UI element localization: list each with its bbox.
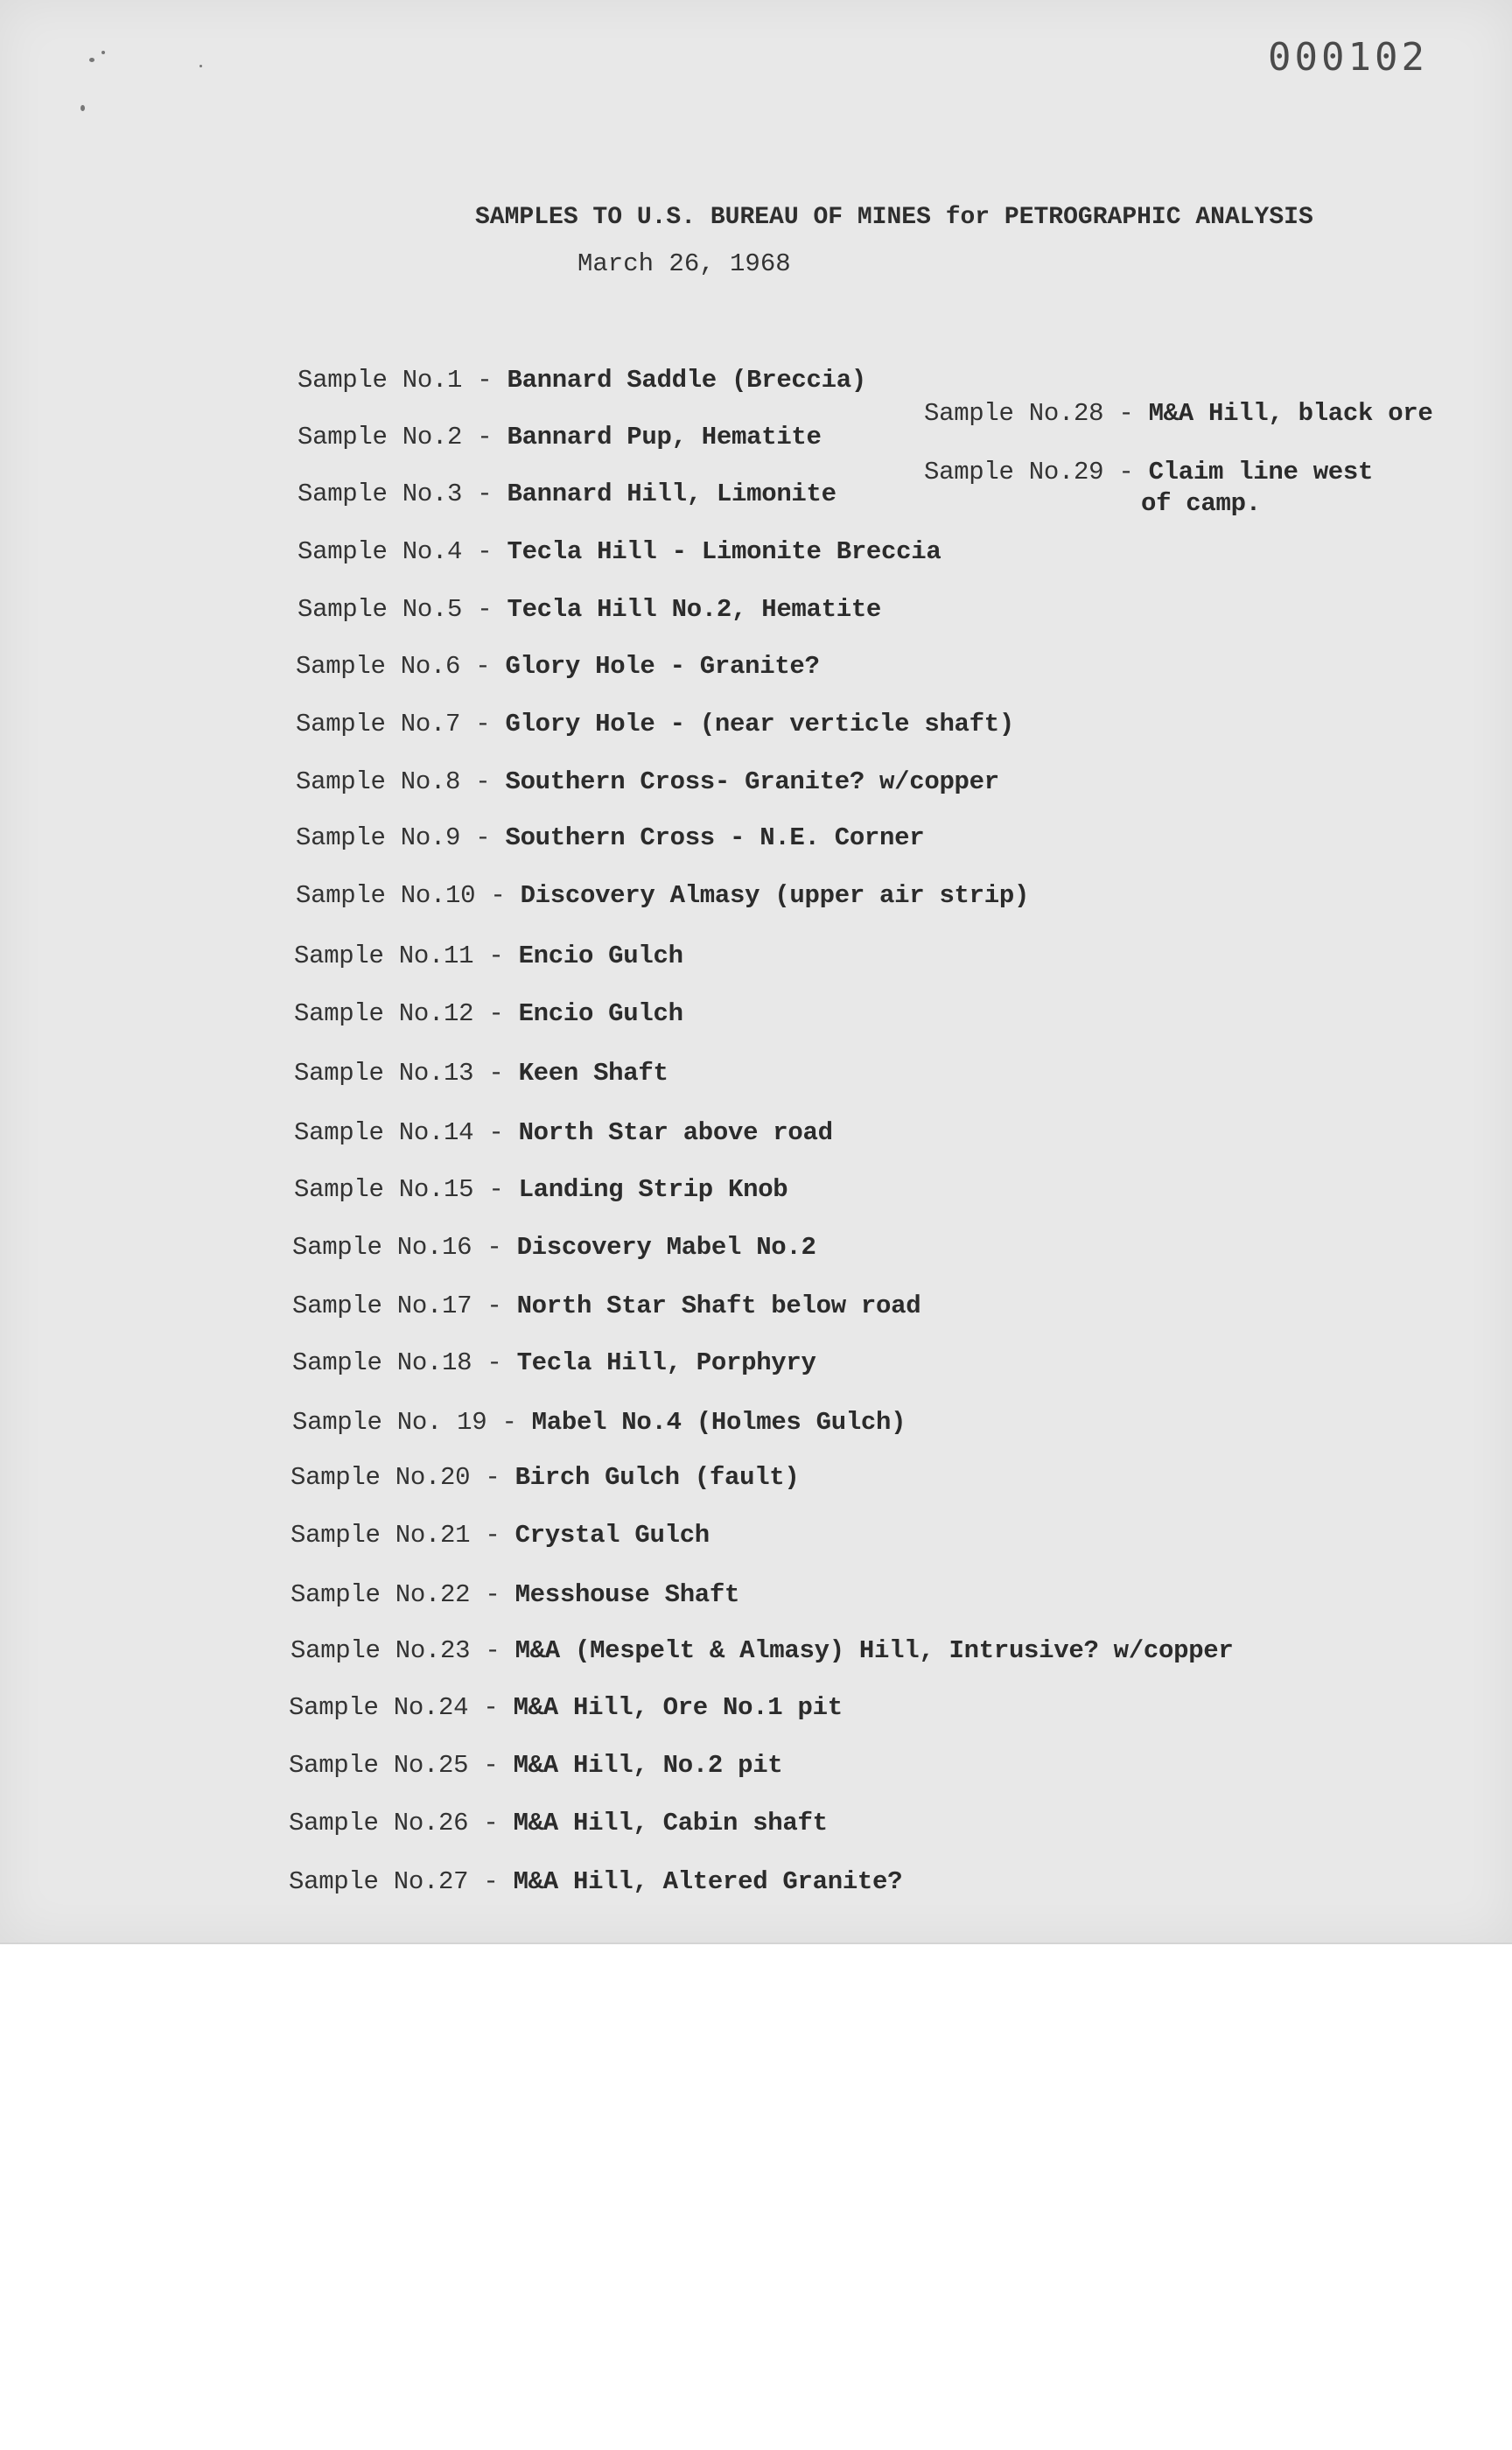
sample-separator: - [475, 767, 491, 796]
sample-description: M&A Hill, Altered Granite? [513, 1867, 903, 1896]
sample-description: Bannard Pup, Hematite [507, 423, 822, 452]
sample-item [296, 881, 1029, 910]
sample-label: Sample No.18 [292, 1348, 472, 1377]
sample-label: Sample No.23 [290, 1636, 471, 1665]
sample-label: Sample No.21 [290, 1521, 471, 1550]
sample-separator: - [483, 1751, 499, 1780]
document-date: March 26, 1968 [578, 249, 791, 278]
sample-item [296, 652, 820, 681]
sample-label: Sample No.7 [296, 710, 461, 738]
sample-item [290, 1521, 710, 1550]
sample-item [294, 1118, 833, 1147]
sample-separator: - [475, 823, 491, 852]
sample-item [296, 710, 1014, 738]
sample-separator: - [483, 1867, 499, 1896]
sample-separator: - [483, 1809, 499, 1838]
document-title: SAMPLES TO U.S. BUREAU OF MINES for PETROGRAPHIC ANALYSIS [475, 204, 1313, 231]
sample-description: Messhouse Shaft [514, 1580, 740, 1609]
sample-description: M&A (Mespelt & Almasy) Hill, Intrusive? w/copper [514, 1636, 1234, 1665]
sample-item [292, 1233, 816, 1262]
sample-description: Southern Cross- Granite? w/copper [505, 767, 999, 796]
sample-separator: - [485, 1521, 500, 1550]
sample-separator: - [483, 1693, 499, 1722]
sample-separator: - [490, 881, 506, 910]
sample-separator: - [488, 942, 504, 970]
sample-item [298, 366, 866, 395]
sample-description: M&A Hill, black ore [1148, 399, 1433, 428]
sample-label: Sample No.27 [289, 1867, 469, 1896]
sample-description: M&A Hill, No.2 pit [513, 1751, 783, 1780]
sample-separator: - [486, 1292, 502, 1320]
side-sample-item [924, 457, 1373, 520]
sample-item [289, 1809, 828, 1838]
sample-item [292, 1408, 906, 1437]
sample-separator: - [1118, 458, 1134, 486]
sample-description: Keen Shaft [518, 1059, 668, 1088]
sample-label: Sample No.3 [298, 480, 463, 508]
sample-label: Sample No.5 [298, 595, 463, 624]
sample-label: Sample No.14 [294, 1118, 474, 1147]
sample-label: Sample No.22 [290, 1580, 471, 1609]
sample-item [290, 1580, 739, 1609]
sample-item [289, 1867, 902, 1896]
sample-description: M&A Hill, Cabin shaft [513, 1809, 828, 1838]
sample-description: Tecla Hill No.2, Hematite [507, 595, 882, 624]
ink-speck [80, 105, 85, 111]
sample-description: Crystal Gulch [514, 1521, 710, 1550]
sample-description: Birch Gulch (fault) [514, 1463, 800, 1492]
sample-separator: - [477, 480, 493, 508]
sample-item [292, 1292, 920, 1320]
sample-item [294, 942, 683, 970]
sample-item [289, 1751, 782, 1780]
paper-edge [0, 1942, 1512, 1944]
sample-separator: - [488, 1059, 504, 1088]
sample-item [298, 595, 881, 624]
sample-description: North Star above road [518, 1118, 833, 1147]
sample-description: Tecla Hill, Porphyry [516, 1348, 816, 1377]
sample-description: Discovery Almasy (upper air strip) [520, 881, 1030, 910]
sample-description: Glory Hole - (near verticle shaft) [505, 710, 1014, 738]
sample-label: Sample No.11 [294, 942, 474, 970]
sample-label: Sample No.25 [289, 1751, 469, 1780]
sample-item [294, 1175, 788, 1204]
sample-separator: - [485, 1463, 500, 1492]
sample-label: Sample No.20 [290, 1463, 471, 1492]
sample-label: Sample No.10 [296, 881, 476, 910]
sample-separator: - [477, 366, 493, 395]
sample-label: Sample No. 19 [292, 1408, 487, 1437]
sample-separator: - [486, 1233, 502, 1262]
sample-description-continued: of camp. [1141, 489, 1261, 518]
sample-label: Sample No.9 [296, 823, 461, 852]
sample-separator: - [477, 423, 493, 452]
sample-item [298, 423, 822, 452]
sample-description: Glory Hole - Granite? [505, 652, 820, 681]
sample-label: Sample No.28 [924, 399, 1104, 428]
sample-description: M&A Hill, Ore No.1 pit [513, 1693, 843, 1722]
sample-label: Sample No.29 [924, 458, 1104, 486]
sample-description: Southern Cross - N.E. Corner [505, 823, 925, 852]
sample-item [298, 480, 836, 508]
sample-label: Sample No.15 [294, 1175, 474, 1204]
sample-item [289, 1693, 843, 1722]
sample-separator: - [485, 1636, 500, 1665]
sample-separator: - [488, 1175, 504, 1204]
sample-item [290, 1636, 1234, 1665]
sample-item [296, 767, 999, 796]
sample-separator: - [475, 710, 491, 738]
sample-label: Sample No.8 [296, 767, 461, 796]
side-sample-item [924, 398, 1433, 430]
sample-separator: - [488, 999, 504, 1028]
sample-separator: - [475, 652, 491, 681]
sample-description: Encio Gulch [518, 942, 683, 970]
sample-separator: - [485, 1580, 500, 1609]
sample-separator: - [477, 537, 493, 566]
sample-description: Claim line west [1148, 458, 1374, 486]
sample-description: Mabel No.4 (Holmes Gulch) [531, 1408, 906, 1437]
sample-label: Sample No.24 [289, 1693, 469, 1722]
sample-description: Bannard Saddle (Breccia) [507, 366, 866, 395]
sample-label: Sample No.4 [298, 537, 463, 566]
sample-label: Sample No.16 [292, 1233, 472, 1262]
sample-item [296, 823, 924, 852]
sample-description: Bannard Hill, Limonite [507, 480, 836, 508]
ink-speck [200, 65, 202, 67]
sample-separator: - [1118, 399, 1134, 428]
sample-label: Sample No.12 [294, 999, 474, 1028]
sample-separator: - [501, 1408, 517, 1437]
sample-item [294, 999, 683, 1028]
sample-separator: - [477, 595, 493, 624]
sample-separator: - [486, 1348, 502, 1377]
sample-item [290, 1463, 800, 1492]
sample-description: Encio Gulch [518, 999, 683, 1028]
sample-label: Sample No.2 [298, 423, 463, 452]
sample-label: Sample No.6 [296, 652, 461, 681]
sample-description: North Star Shaft below road [516, 1292, 921, 1320]
sample-label: Sample No.26 [289, 1809, 469, 1838]
ink-speck [102, 51, 105, 54]
ink-speck [89, 58, 94, 62]
sample-item [294, 1059, 668, 1088]
sample-label: Sample No.1 [298, 366, 463, 395]
sample-item [298, 537, 941, 566]
sample-item [292, 1348, 816, 1377]
sample-description: Landing Strip Knob [518, 1175, 788, 1204]
document-number: 000102 [1268, 35, 1428, 80]
sample-description: Tecla Hill - Limonite Breccia [507, 537, 942, 566]
sample-separator: - [488, 1118, 504, 1147]
sample-label: Sample No.17 [292, 1292, 472, 1320]
sample-description: Discovery Mabel No.2 [516, 1233, 816, 1262]
sample-label: Sample No.13 [294, 1059, 474, 1088]
